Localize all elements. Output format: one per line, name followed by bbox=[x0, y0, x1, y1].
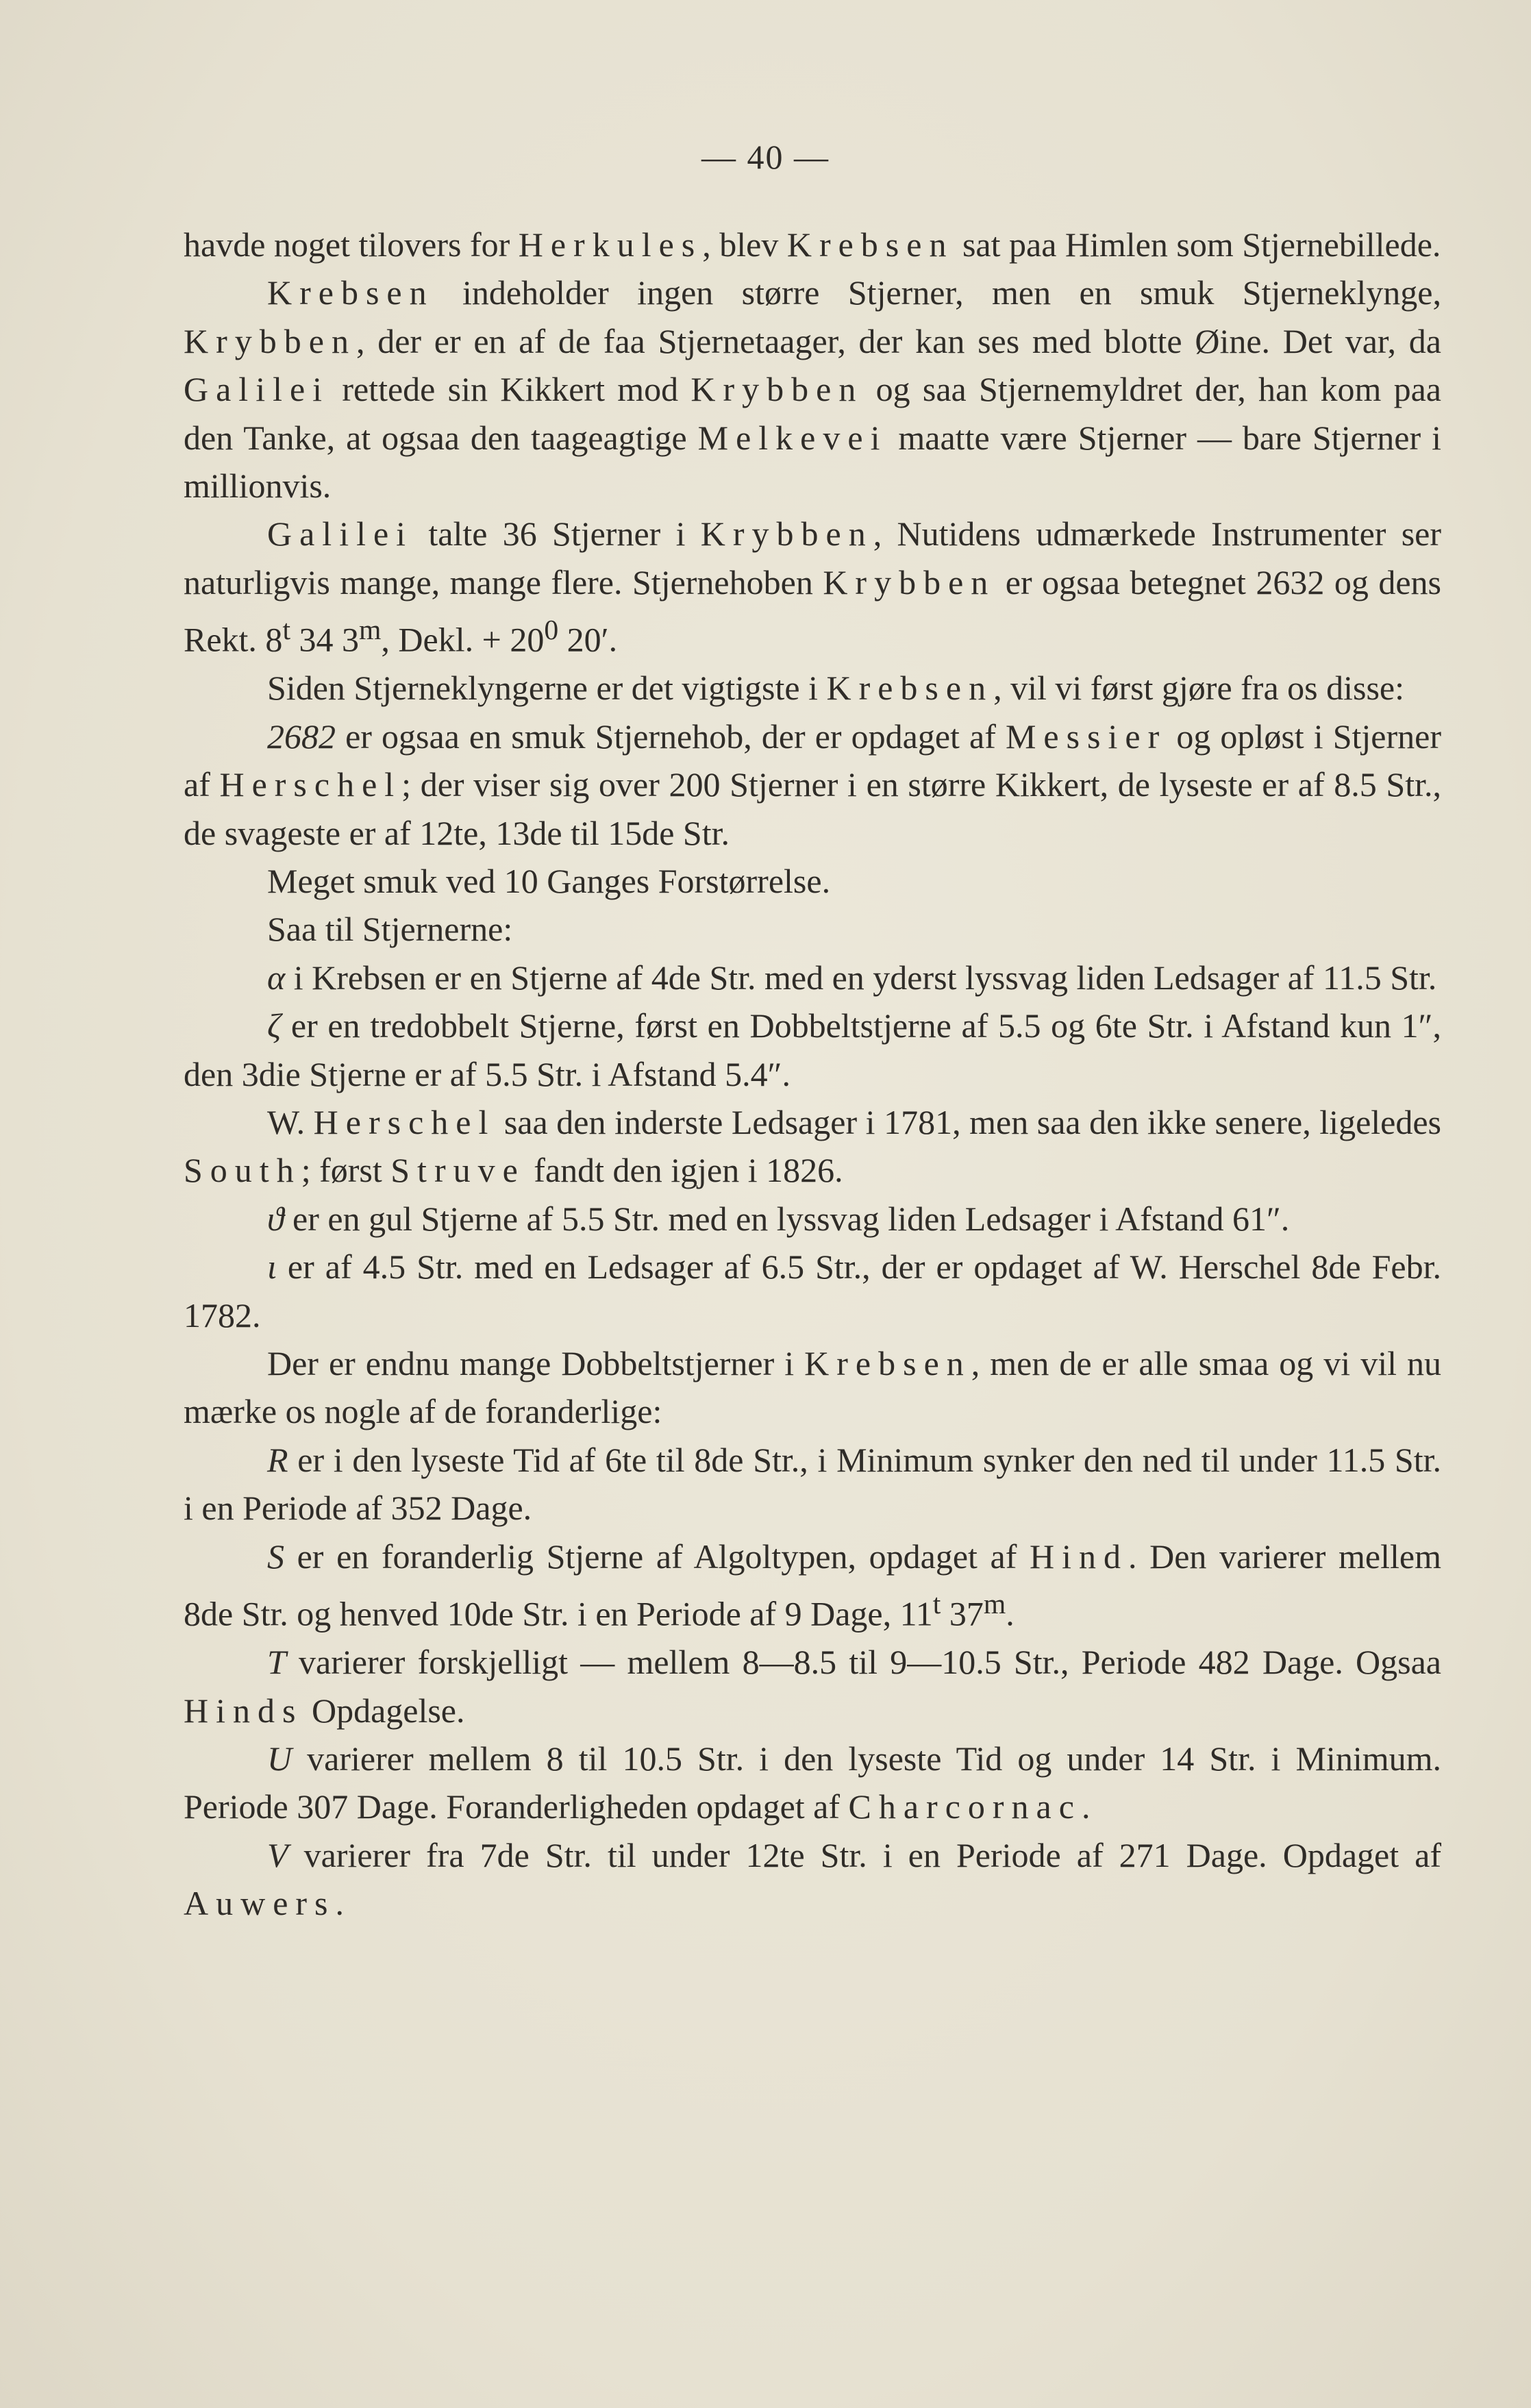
paragraph bbox=[184, 510, 1441, 664]
spaced-name: South bbox=[184, 1151, 301, 1190]
page-number: — 40 — bbox=[701, 138, 830, 176]
superscript: m bbox=[983, 1589, 1006, 1621]
paragraph bbox=[184, 1436, 1441, 1532]
italic-symbol: T bbox=[267, 1643, 286, 1682]
text-run: og saa Stjernemyldret der, han kom paa den Tanke, at ogsaa den taageagtige bbox=[184, 370, 1441, 457]
spaced-name: Krebsen bbox=[786, 225, 954, 264]
text-run: Opdagelse. bbox=[303, 1691, 465, 1730]
spaced-name: Auwers bbox=[184, 1884, 336, 1923]
spaced-name: Messier bbox=[1005, 717, 1167, 756]
text-run: er ogsaa en smuk Stjernehob, der er opdaget af bbox=[336, 717, 1006, 756]
spaced-name: Charcornac bbox=[848, 1787, 1082, 1826]
text-run: og opløst i Stjerner af bbox=[184, 717, 1441, 804]
paragraph bbox=[184, 1243, 1441, 1339]
text-run: fandt den igjen i 1826. bbox=[525, 1151, 843, 1190]
text-run: i Krebsen er en Stjerne af 4de Str. med en yderst lyssvag liden Ledsager af 11.5 Str. bbox=[285, 958, 1437, 997]
text-run: talte 36 Stjerner i bbox=[413, 514, 701, 554]
text-run: er i den lyseste Tid af 6te til 8de Str., i Minimum synker den ned til under 11.5 Str. i en Periode af 352 Dage. bbox=[184, 1440, 1441, 1528]
text-run: varierer forskjelligt — mellem 8—8.5 til 9—10.5 Str., Periode 482 Dage. Ogsaa bbox=[286, 1643, 1441, 1682]
superscript: t bbox=[282, 615, 291, 647]
text-run: sat paa Himlen som Stjernebillede. bbox=[954, 225, 1441, 264]
spaced-name: Krybben bbox=[184, 321, 356, 360]
spaced-name: Krybben bbox=[700, 514, 873, 554]
paragraph bbox=[184, 221, 1441, 269]
text-run: Saa til Stjernerne: bbox=[267, 910, 513, 949]
paragraph bbox=[184, 1098, 1441, 1195]
superscript: t bbox=[932, 1589, 941, 1621]
paragraph bbox=[184, 269, 1441, 510]
text-run: er ogsaa betegnet 2632 og dens Rekt. 8 bbox=[184, 562, 1441, 659]
italic-symbol: U bbox=[267, 1739, 292, 1778]
text-run: er en tredobbelt Stjerne, først en Dobbeltstjerne af 5.5 og 6te Str. i Afstand kun 1″, den 3die Stjerne er af 5.5 Str. i Afstand 5.4″. bbox=[184, 1006, 1441, 1093]
text-run: er en foranderlig Stjerne af Algoltypen, opdaget af bbox=[284, 1537, 1030, 1576]
italic-symbol: S bbox=[267, 1537, 284, 1576]
paragraph bbox=[184, 1339, 1441, 1436]
paragraph bbox=[184, 1831, 1441, 1928]
spaced-name: Herkules bbox=[518, 225, 703, 264]
italic-symbol: 2682 bbox=[267, 717, 336, 756]
text-run: , Dekl. + 20 bbox=[381, 620, 545, 659]
paragraph bbox=[184, 712, 1441, 857]
text-run: W. bbox=[267, 1102, 314, 1141]
spaced-name: Krebsen bbox=[804, 1344, 971, 1382]
text-run: ; der viser sig over 200 Stjerner i en større Kikkert, de lyseste er af 8.5 Str., de svageste er af 12te, 13de til 15de Str. bbox=[184, 765, 1442, 852]
spaced-name: Krebsen bbox=[267, 273, 434, 312]
text-run: er en gul Stjerne af 5.5 Str. med en lyssvag liden Ledsager i Afstand 61″. bbox=[284, 1199, 1290, 1238]
italic-symbol: R bbox=[267, 1440, 288, 1479]
spaced-name: Krybben bbox=[690, 370, 864, 409]
text-run: varierer fra 7de Str. til under 12te Str. i en Periode af 271 Dage. Opdaget af bbox=[288, 1835, 1441, 1874]
italic-symbol: ι bbox=[267, 1248, 277, 1287]
text-run: varierer mellem 8 til 10.5 Str. i den lyseste Tid og under 14 Str. i Minimum. Periode 307 Dage. Foranderligheden opdaget af bbox=[184, 1739, 1441, 1826]
text-run: , blev bbox=[702, 225, 787, 264]
text-run: . bbox=[1006, 1594, 1015, 1633]
paragraph bbox=[184, 1638, 1441, 1735]
text-run: er af 4.5 Str. med en Ledsager af 6.5 Str., der er opdaget af W. Herschel 8de Febr. 1782. bbox=[184, 1248, 1441, 1335]
spaced-name: Hinds bbox=[184, 1691, 303, 1730]
text-run: . bbox=[1081, 1787, 1091, 1826]
text-run: . bbox=[335, 1884, 345, 1923]
text-run: ; først bbox=[301, 1151, 391, 1190]
text-run: , men de er alle smaa og vi vil nu mærke os nogle af de foranderlige: bbox=[184, 1344, 1441, 1431]
body-text bbox=[184, 221, 1441, 1928]
superscript: m bbox=[359, 615, 382, 647]
text-run: 34 3 bbox=[290, 620, 360, 659]
text-run: maatte være Stjerner — bare Stjerner i millionvis. bbox=[184, 418, 1441, 506]
spaced-name: Herschel bbox=[313, 1102, 496, 1141]
text-run: , der er en af de faa Stjernetaager, der kan ses med blotte Øine. Det var, da bbox=[356, 321, 1441, 360]
spaced-name: Struve bbox=[390, 1151, 525, 1190]
text-run: rettede sin Kikkert mod bbox=[329, 370, 691, 409]
text-run: , vil vi først gjøre fra os disse: bbox=[993, 669, 1404, 708]
paragraph bbox=[184, 1195, 1441, 1243]
paragraph bbox=[184, 954, 1441, 1002]
text-run: saa den inderste Ledsager i 1781, men saa den ikke senere, ligeledes bbox=[495, 1102, 1441, 1141]
text-run: havde noget tilovers for bbox=[184, 225, 519, 264]
superscript: 0 bbox=[544, 615, 559, 647]
spaced-name: Hind bbox=[1029, 1537, 1128, 1576]
spaced-name: Krebsen bbox=[826, 669, 994, 708]
text-run: 20′. bbox=[558, 620, 618, 659]
text-run: Der er endnu mange Dobbeltstjerner i bbox=[267, 1344, 805, 1382]
spaced-name: Galilei bbox=[267, 514, 414, 554]
paragraph bbox=[184, 905, 1441, 953]
text-run: , Nutidens udmærkede Instrumenter ser naturligvis mange, mange flere. Stjernehoben bbox=[184, 514, 1442, 601]
text-run: Siden Stjerneklyngerne er det vigtigste i bbox=[267, 669, 827, 708]
text-run: Meget smuk ved 10 Ganges Forstørrelse. bbox=[267, 861, 831, 900]
paragraph bbox=[184, 857, 1441, 905]
italic-symbol: ζ bbox=[267, 1006, 282, 1045]
italic-symbol: ϑ bbox=[267, 1199, 284, 1238]
paragraph bbox=[184, 1735, 1441, 1831]
text-run: . Den varierer mellem 8de Str. og henved 10de Str. i en Periode af 9 Dage, 11 bbox=[184, 1537, 1441, 1633]
italic-symbol: α bbox=[267, 958, 286, 997]
paragraph bbox=[184, 1532, 1441, 1638]
text-run: indeholder ingen større Stjerner, men en smuk Stjerneklynge, bbox=[434, 273, 1441, 312]
paragraph bbox=[184, 664, 1441, 712]
spaced-name: Galilei bbox=[184, 370, 330, 409]
spaced-name: Krybben bbox=[823, 562, 996, 601]
spaced-name: Herschel bbox=[219, 765, 402, 804]
italic-symbol: V bbox=[267, 1835, 288, 1874]
text-run: 37 bbox=[941, 1594, 984, 1633]
spaced-name: Melkevei bbox=[697, 418, 888, 457]
paragraph bbox=[184, 1002, 1441, 1098]
